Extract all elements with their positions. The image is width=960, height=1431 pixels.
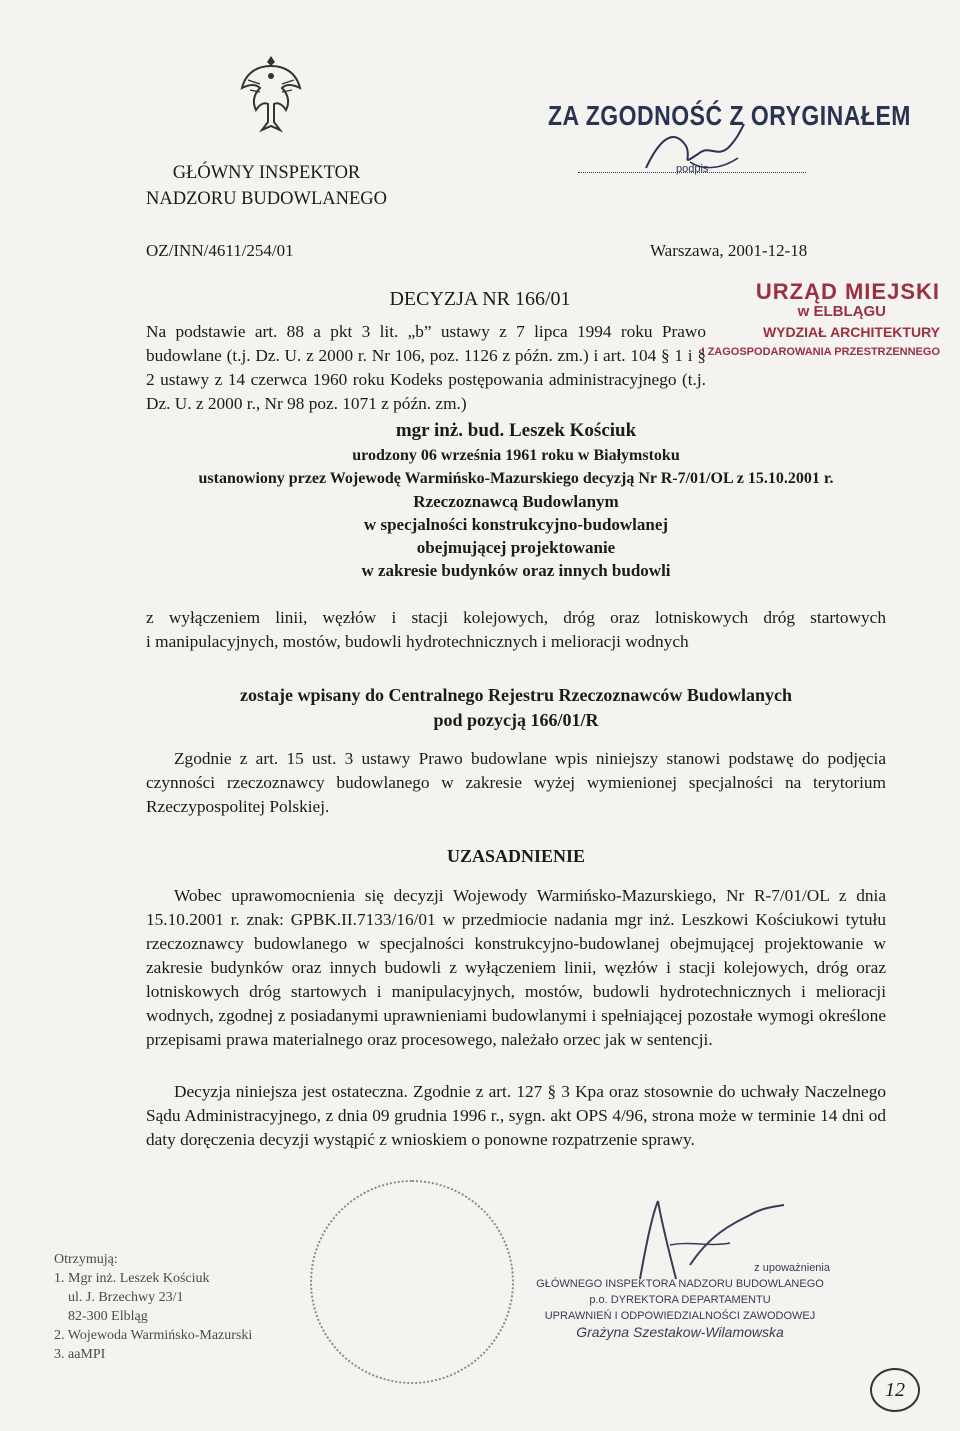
office-stamp-line-3: WYDZIAŁ ARCHITEKTURY [762,324,940,340]
justification-heading: UZASADNIENIE [446,846,586,866]
exclusion-line-2: i manipulacyjnych, mostów, budowli hydrotechnicznych i melioracji wodnych [146,632,689,651]
appointee-block [146,417,886,582]
signatory-stamp [530,1260,830,1340]
signatory-name: Grażyna Szestakow-Wilamowska [576,1324,784,1340]
authority-line-2: NADZORU BUDOWLANEGO [146,189,387,209]
authority-line-1: GŁÓWNY INSPEKTOR [172,163,361,183]
appointee-covering: obejmującej projektowanie [416,538,616,557]
signatory-line-2: p.o. DYREKTORA DEPARTAMENTU [589,1294,771,1306]
appointee-appointment: ustanowiony przez Wojewodę Warmińsko-Mazurskiego decyzją Nr R-7/01/OL z 15.10.2001 r. [198,470,834,487]
recipient-item: ul. J. Brzechwy 23/1 [68,1290,184,1305]
appointee-range: w zakresie budynków oraz innych budowli [361,561,671,580]
office-stamp-line-1: URZĄD MIEJSKI [755,279,940,304]
signature-label: podpis [676,163,709,175]
register-entry-line-1: zostaje wpisany do Centralnego Rejestru Rzeczoznawców Budowlanych [240,685,792,705]
register-entry [146,683,886,733]
page-number: 12 [870,1368,920,1412]
recipient-item: 2. Wojewoda Warmińsko-Mazurski [54,1328,253,1343]
appointee-name: mgr inż. bud. Leszek Kościuk [395,420,637,441]
appointee-specialty: w specjalności konstrukcyjno-budowlanej [363,515,669,534]
signatory-line-3: UPRAWNIEŃ I ODPOWIEDZIALNOŚCI ZAWODOWEJ [544,1310,816,1322]
exclusion-line-1: z wyłączeniem linii, węzłów i stacji kolejowych, dróg oraz lotniskowych dróg startowych [146,608,886,627]
recipient-item: 82-300 Elbląg [68,1309,148,1324]
recipient-item: 3. aaMPI [54,1347,106,1362]
reference-number: OZ/INN/4611/254/01 [146,241,294,260]
signatory-line-1: GŁÓWNEGO INSPEKTORA NADZORU BUDOWLANEGO [536,1278,824,1290]
recipient-item: 1. Mgr inż. Leszek Kościuk [54,1271,210,1286]
recipients-list [40,1250,252,1364]
justification-paragraph-1: Wobec uprawomocnienia się decyzji Wojewody Warmińsko-Mazurskiego, Nr R-7/01/OL z dnia 15.10.2001 r. znak: GPBK.II.7133/16/01 w przedmiocie nadania mgr inż. Leszkowi Kościukowi tytułu rzeczoznawcy budowlanego w specjalności konstrukcyjno-budowlanej obejmującej projektowanie w zakresie budynków oraz innych budowli z wyłączeniem linii, węzłów i stacji kolejowych, dróg oraz lotniskowych dróg startowych i manipulacyjnych, mostów, budowli hydrotechnicznych i melioracji wodnych, zgodnej z posiadanymi uprawnieniami budowlanymi i spełniającej pozostałe wymogi określone przepisami prawa materialnego oraz procesowego, należało orzec jak w sentencji. [146,886,886,1049]
place-and-date: Warszawa, 2001-12-18 [650,241,808,260]
issuing-authority [146,160,387,212]
appointee-role: Rzeczoznawcą Budowlanym [413,492,619,511]
appointee-birth: urodzony 06 września 1961 roku w Białymstoku [352,447,680,464]
exclusion-scope [146,606,886,654]
recipients-label: Otrzymują: [54,1252,118,1267]
basis-paragraph: Zgodnie z art. 15 ust. 3 ustawy Prawo budowlane wpis niniejszy stanowi podstawę do podjęcia czynności rzeczoznawcy budowlanego w zakresie wyżej wymienionej specjalności na terytorium Rzeczypospolitej Polskiej. [146,749,886,816]
signatory-prefix: z upoważnienia [754,1262,830,1274]
decision-title: DECYZJA NR 166/01 [389,288,571,310]
city-office-stamp [700,279,940,362]
conformity-stamp: ZA ZGODNOŚĆ Z ORYGINAŁEM [548,100,911,132]
office-stamp-line-4: I ZAGOSPODAROWANIA PRZESTRZENNEGO [701,346,940,358]
justification-paragraph-2: Decyzja niniejsza jest ostateczna. Zgodnie z art. 127 § 3 Kpa oraz stosownie do uchwały Naczelnego Sądu Administracyjnego, z dnia 09 grudnia 1996 r., sygn. akt OPS 4/96, strona może w terminie 14 dni od daty doręczenia decyzji wystąpić z wnioskiem o ponowne rozpatrzenie sprawy. [146,1082,886,1149]
official-seal [310,1180,514,1384]
register-entry-line-2: pod pozycją 166/01/R [433,710,599,730]
legal-basis: Na podstawie art. 88 a pkt 3 lit. „b” ustawy z 7 lipca 1994 roku Prawo budowlane (t.j. Dz. U. z 2000 r. Nr 106, poz. 1126 z późn. zm.) i art. 104 § 1 i § 2 ustawy z 14 czerwca 1960 roku Kodeks postępowania administracyjnego (t.j. Dz. U. z 2000 r., Nr 98 poz. 1071 z późn. zm.) [146,322,706,413]
eagle-emblem-icon [240,50,302,134]
office-stamp-line-2: w ELBLĄGU [797,303,886,320]
